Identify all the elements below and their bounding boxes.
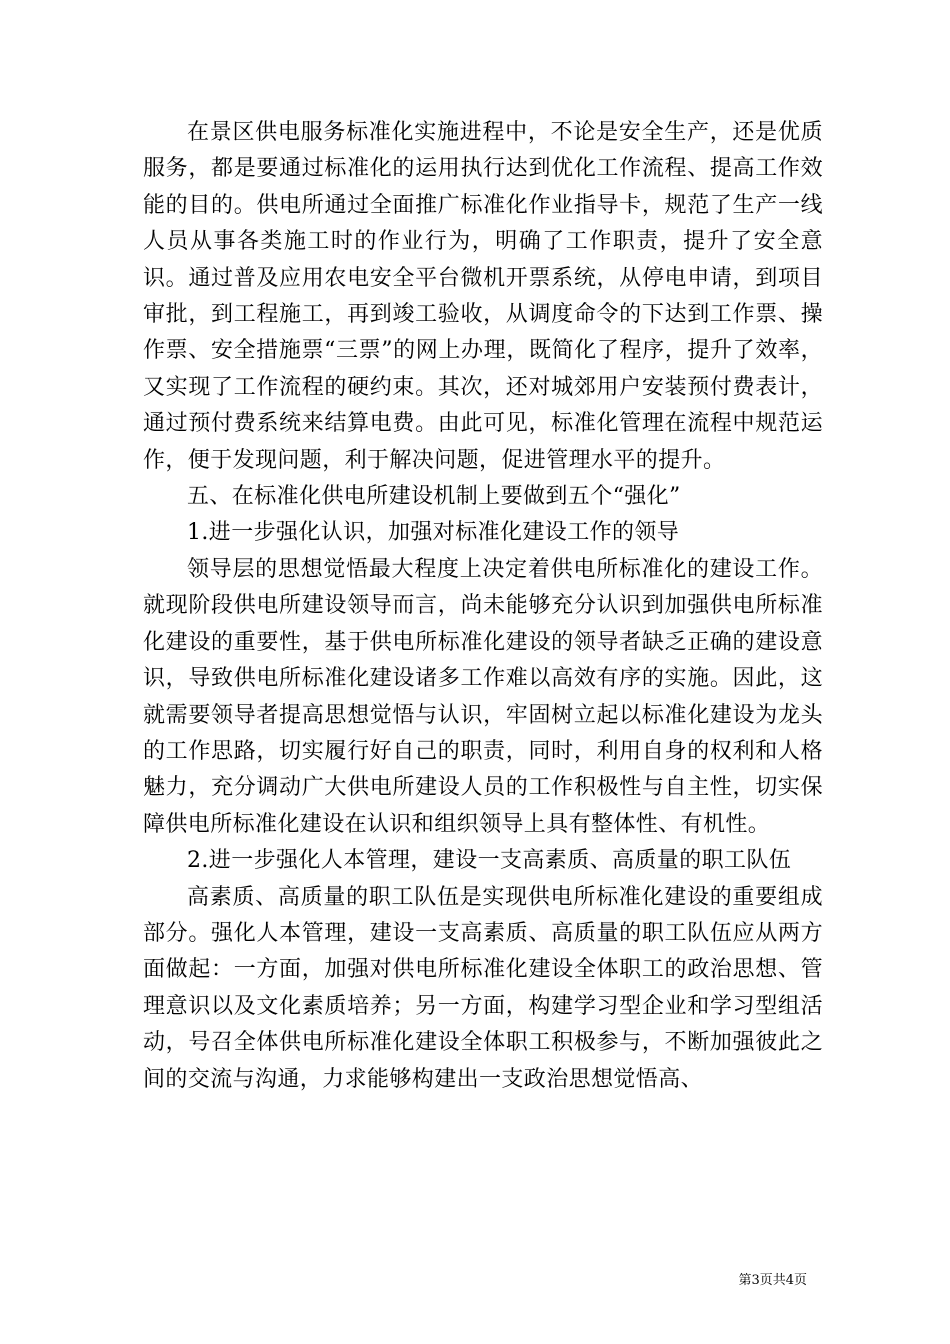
subheading-people-management: 2.进一步强化人本管理，建设一支高素质、高质量的职工队伍 (187, 848, 792, 874)
paragraph-workforce: 高素质、高质量的职工队伍是实现供电所标准化建设的重要组成部分。强化人本管理，建设一支高素质、高质量的职工队伍应从两方面做起：一方面，加强对供电所标准化建设全体职工的政治思想、管理意识以及文化素质培养；另一方面，构建学习型企业和学习型组活动，号召全体供电所标准化建设全体职工积极参与，不断加强彼此之间的交流与沟通，力求能够构建出一支政治思想觉悟高、 (143, 884, 823, 1092)
paragraph-leadership: 领导层的思想觉悟最大程度上决定着供电所标准化的建设工作。就现阶段供电所建设领导而言，尚未能够充分认识到加强供电所标准化建设的重要性，基于供电所标准化建设的领导者缺乏正确的建设意识，导致供电所标准化建设诸多工作难以高效有序的实施。因此，这就需要领导者提高思想觉悟与认识，牢固树立起以标准化建设为龙头的工作思路，切实履行好自己的职责，同时，利用自身的权利和人格魅力，充分调动广大供电所建设人员的工作积极性与自主性，切实保障供电所标准化建设在认识和组织领导上具有整体性、有机性。 (143, 556, 823, 837)
document-body (143, 115, 823, 1098)
page-number: 第3页共4页 (738, 1273, 807, 1288)
paragraph-standardization-process: 在景区供电服务标准化实施进程中，不论是安全生产，还是优质服务，都是要通过标准化的运用执行达到优化工作流程、提高工作效能的目的。供电所通过全面推广标准化作业指导卡，规范了生产一线人员从事各类施工时的作业行为，明确了工作职责，提升了安全意识。通过普及应用农电安全平台微机开票系统，从停电申请，到项目审批，到工程施工，再到竣工验收，从调度命令的下达到工作票、操作票、安全措施票“三票”的网上办理，既简化了程序，提升了效率，又实现了工作流程的硬约束。其次，还对城郊用户安装预付费表计，通过预付费系统来结算电费。由此可见，标准化管理在流程中规范运作，便于发现问题，利于解决问题，促进管理水平的提升。 (143, 120, 823, 473)
subheading-strengthen-awareness: 1.进一步强化认识，加强对标准化建设工作的领导 (187, 520, 680, 546)
section-heading-five-strengthenings: 五、在标准化供电所建设机制上要做到五个“强化” (187, 484, 681, 510)
